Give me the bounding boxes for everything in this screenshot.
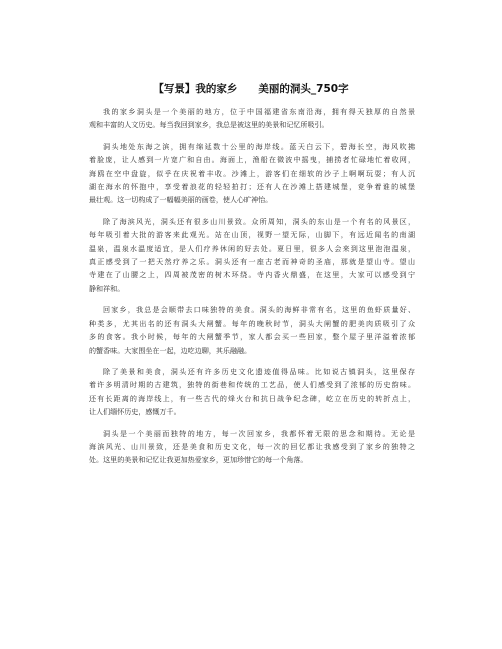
paragraph: [89, 105, 415, 132]
paragraph-line: 除了美景和美食，洞头还有许多历史文化遗迹值得品味。比如说古镇洞头，这里保存: [103, 366, 415, 376]
paragraph: [89, 365, 415, 419]
paragraph-line: 温泉，温泉水温度适宜，是人们疗养休闲的好去处。夏日里，很多人会来到这里泡泡温泉，: [89, 243, 415, 253]
paragraph: [89, 140, 415, 207]
paragraph-line: 除了海滨风光，洞头还有很多山川景致。众所周知，洞头的东山是一个有名的风景区，: [103, 216, 415, 226]
paragraph-line: 着脸庞，让人感到一片宽广和自由。海面上，渔船在微波中摇曳，捕捞者忙碌地忙着收网，: [89, 155, 415, 165]
document-title: 【写景】我的家乡 美丽的洞头_750字: [153, 83, 349, 95]
paragraph-line: 静和祥和。: [89, 283, 125, 293]
document-body: [89, 105, 415, 475]
paragraph-line: 让人们缅怀历史，感慨万千。: [89, 407, 181, 417]
paragraph: [89, 303, 415, 357]
paragraph-line: 洞头地处东海之滨，拥有绵延数十公里的海岸线。蓝天白云下，碧海长空，海风吹拂: [103, 141, 415, 151]
paragraph-line: 回家乡，我总是会顺带去口味独特的美食。洞头的海鲜非常有名，这里的鱼虾质量好、: [103, 305, 415, 315]
paragraph-line: 处。这里的美景和记忆让我更加热爱家乡，更加珍惜它的每一个角落。: [89, 455, 308, 465]
paragraph-line: 寺建在了山腰之上，四周被茂密的树木环绕。寺内香火鼎盛，在这里，大家可以感受到宁: [89, 270, 415, 280]
paragraph-line: 海滨风光、山川景致，还是美食和历史文化，每一次的回忆都让我感受到了家乡的独特之: [89, 441, 415, 451]
paragraph-line: 观和丰富的人文历史。每当我回到家乡，我总是被这里的美景和记忆所吸引。: [89, 120, 329, 130]
paragraph-line: 多的食客。我小时候，每年的大闸蟹季节，家人都会买一些回家，整个屋子里洋溢着浓郁: [89, 332, 415, 342]
paragraph-line: 洞头是一个美丽而独特的地方，每一次回家乡，我都怀着无限的思念和期待。无论是: [103, 428, 415, 438]
paragraph-line: 种类多，尤其出名的还有洞头大闸蟹。每年的晚秋时节，洞头大闸蟹的肥美肉质吸引了众: [89, 318, 415, 328]
paragraph-line: 的蟹香味。大家围坐在一起，边吃边聊，其乐融融。: [89, 345, 252, 355]
paragraph: [89, 427, 415, 467]
paragraph-line: 每年吸引着大批的游客来此观光。站在山顶，视野一望无际，山脚下，有远近闻名的南湖: [89, 230, 415, 240]
paragraph-line: 我的家乡洞头是一个美丽的地方，位于中国福建省东南沿海，拥有得天独厚的自然景: [103, 107, 415, 116]
paragraph: [89, 215, 415, 295]
paragraph-line: 湖在海水的怀抱中，享受着浪花的轻轻拍打；还有人在沙滩上搭建城堡，竞争着谁的城堡: [89, 182, 415, 192]
paragraph-line: 还有长距离的海岸线上，有一些古代的烽火台和抗日战争纪念碑，屹立在历史的转折点上，: [89, 393, 415, 403]
paragraph-line: 着许多明清时期的古建筑，独特的街巷和传统的工艺品，使人们感受到了浓郁的历史韵味。: [89, 380, 415, 390]
paragraph-line: 最壮观。这一切构成了一幅幅美丽的画卷，使人心旷神怡。: [89, 195, 273, 205]
paragraph-line: 真正感受到了一把天然疗养之乐。洞头还有一座古老而神奇的圣庙，那就是望山寺。望山: [89, 257, 415, 267]
paragraph-line: 海鸥在空中盘旋，似乎在庆祝着丰收。沙滩上，游客们在细软的沙子上啊啊玩耍；有人沉: [89, 168, 415, 178]
